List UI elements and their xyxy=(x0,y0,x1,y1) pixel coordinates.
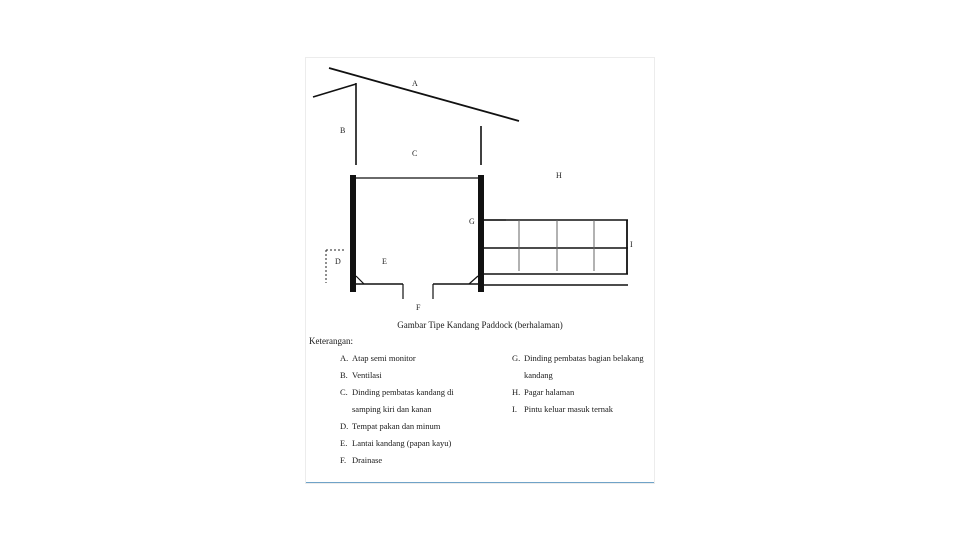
legend-key: I. xyxy=(512,404,517,414)
figure-panel xyxy=(306,58,654,483)
legend-text: Ventilasi xyxy=(352,370,382,380)
legend-item xyxy=(512,350,648,384)
legend-right-column xyxy=(512,350,648,418)
legend-item xyxy=(340,418,470,435)
label-h: H xyxy=(556,171,562,180)
legend-text: Pintu keluar masuk ternak xyxy=(524,404,613,414)
label-e: E xyxy=(382,257,387,266)
label-g: G xyxy=(469,217,475,226)
label-i: I xyxy=(630,240,633,249)
legend-left-column xyxy=(340,350,470,469)
legend-item xyxy=(340,452,470,469)
roof-overhang-line xyxy=(313,84,356,97)
legend-key: G. xyxy=(512,353,521,363)
label-d: D xyxy=(335,257,341,266)
legend-text: Tempat pakan dan minum xyxy=(352,421,441,431)
legend-text: Atap semi monitor xyxy=(352,353,416,363)
legend-key: E. xyxy=(340,438,348,448)
legend-key: F. xyxy=(340,455,347,465)
floor-taper-right xyxy=(469,276,478,284)
legend-key: D. xyxy=(340,421,349,431)
legend-item xyxy=(340,367,470,384)
legend-text: Dinding pembatas bagian belakang kandang xyxy=(524,353,644,380)
legend-text: Drainase xyxy=(352,455,383,465)
label-a: A xyxy=(412,79,418,88)
legend-text: Dinding pembatas kandang di samping kiri dan kanan xyxy=(352,387,454,414)
legend-item xyxy=(340,384,470,418)
floor-taper-left xyxy=(356,276,364,284)
legend-text: Pagar halaman xyxy=(524,387,575,397)
legend-key: C. xyxy=(340,387,348,397)
legend-key: B. xyxy=(340,370,348,380)
legend-item xyxy=(512,401,648,418)
legend-key: A. xyxy=(340,353,349,363)
legend-item xyxy=(340,435,470,452)
legend-item xyxy=(512,384,648,401)
label-b: B xyxy=(340,126,346,135)
side-wall-right xyxy=(478,175,484,292)
label-f: F xyxy=(416,303,421,312)
label-c: C xyxy=(412,149,418,158)
legend-key: H. xyxy=(512,387,521,397)
legend-item xyxy=(340,350,470,367)
figure-caption: Gambar Tipe Kandang Paddock (berhalaman) xyxy=(397,320,563,330)
legend-text: Lantai kandang (papan kayu) xyxy=(352,438,452,448)
roof-line xyxy=(329,68,519,121)
side-wall-left xyxy=(350,175,356,292)
legend-title: Keterangan: xyxy=(309,336,353,346)
paddock-cage-diagram xyxy=(306,58,654,320)
